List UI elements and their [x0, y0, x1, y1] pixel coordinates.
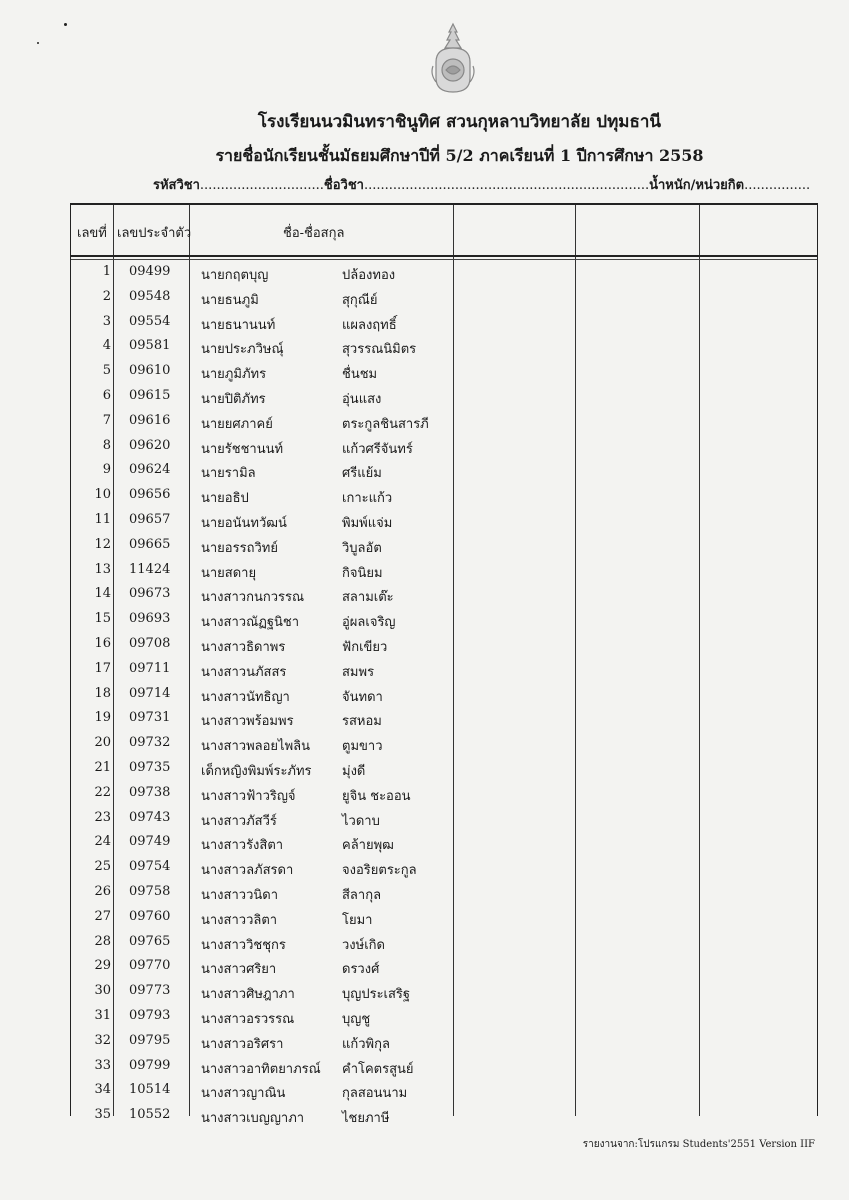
scan-speck: [37, 42, 39, 44]
table-row: [71, 434, 817, 459]
last-name: โยมา: [342, 912, 373, 928]
table-row: [71, 657, 817, 682]
last-name: แก้วพิกุล: [342, 1036, 390, 1052]
subject-name-blank: .....................................................................: [363, 178, 650, 193]
last-name: กิจนิยม: [342, 565, 383, 581]
last-name: ยูจิน ชะออน: [342, 788, 411, 804]
first-name: นายธนภูมิ: [201, 292, 259, 308]
last-name: สุกุณีย์: [342, 292, 378, 308]
row-number: 19: [94, 710, 111, 726]
subject-line: [153, 174, 810, 195]
first-name: นางสาวญาณิน: [201, 1086, 286, 1102]
table-row: [71, 334, 817, 359]
last-name: จงอริยตระกูล: [342, 863, 417, 879]
row-number: 17: [94, 660, 111, 676]
first-name: นางสาวณัฏฐนิชา: [201, 615, 300, 631]
last-name: ไชยภาษี: [342, 1111, 390, 1127]
row-number: 16: [94, 635, 111, 651]
first-name: นายธนานนท์: [201, 317, 276, 333]
last-name: อุ่นแสง: [342, 391, 382, 407]
subject-name-label: ชื่อวิชา: [323, 178, 364, 193]
school-emblem-icon: [428, 22, 478, 94]
table-row: [71, 409, 817, 434]
row-number: 13: [94, 561, 111, 577]
last-name: ตูมขาว: [342, 739, 383, 755]
table-row: [71, 533, 817, 558]
student-id: 09795: [129, 1032, 171, 1048]
row-number: 31: [94, 1007, 111, 1023]
row-number: 26: [94, 883, 111, 899]
last-name: ตระกูลชินสารภี: [342, 416, 429, 432]
row-number: 29: [94, 958, 111, 974]
row-number: 32: [94, 1032, 111, 1048]
student-id: 09708: [129, 635, 171, 651]
row-number: 22: [94, 784, 111, 800]
table-row: [71, 558, 817, 583]
column-header-id: เลขประจำตัว: [117, 226, 192, 241]
table-row: [71, 979, 817, 1004]
last-name: สีลากุล: [342, 887, 382, 903]
student-id: 09656: [129, 487, 171, 503]
row-number: 7: [102, 412, 111, 428]
list-title: รายชื่อนักเรียนชั้นมัธยมศึกษาปีที่ 5/2 ภาคเรียนที่ 1 ปีการศึกษา 2558: [215, 146, 704, 165]
first-name: นายปิติภัทร: [201, 391, 266, 407]
last-name: ศรีแย้ม: [342, 466, 382, 482]
first-name: นางสาวศริยา: [201, 962, 277, 978]
table-row: [71, 384, 817, 409]
row-number: 3: [102, 313, 111, 329]
last-name: จันทดา: [342, 689, 383, 705]
first-name: นายรัชชานนท์: [201, 441, 284, 457]
row-number: 5: [102, 363, 111, 379]
first-name: นายอธิป: [201, 491, 249, 507]
table-row: [71, 830, 817, 855]
table-row: [71, 756, 817, 781]
first-name: นางสาวนภัสสร: [201, 664, 287, 680]
row-number: 4: [102, 338, 111, 354]
row-number: 23: [94, 809, 111, 825]
row-number: 2: [102, 288, 111, 304]
table-row: [71, 1078, 817, 1103]
first-name: นางสาววลิตา: [201, 912, 278, 928]
table-row: [71, 483, 817, 508]
student-id: 09665: [129, 536, 171, 552]
table-body: [71, 260, 817, 1128]
student-id: 09624: [129, 462, 171, 478]
header-rule: [71, 255, 817, 257]
first-name: นายสดายุ: [201, 565, 257, 581]
last-name: แผลงฤทธิ์: [342, 317, 397, 333]
last-name: สลามเต๊ะ: [342, 590, 394, 606]
last-name: ฟักเขียว: [342, 639, 388, 655]
table-row: [71, 310, 817, 335]
last-name: สมพร: [342, 664, 375, 680]
student-id: 09754: [129, 859, 171, 875]
first-name: นายภูมิภัทร: [201, 367, 267, 383]
last-name: วงษ์เกิด: [342, 937, 385, 953]
student-id: 09581: [129, 338, 171, 354]
first-name: นางสาววิชชุกร: [201, 937, 286, 953]
table-row: [71, 285, 817, 310]
first-name: นายรามิล: [201, 466, 256, 482]
scan-speck: [64, 23, 67, 26]
table-row: [71, 930, 817, 955]
row-number: 34: [94, 1082, 111, 1098]
row-number: 15: [94, 611, 111, 627]
last-name: อู่ผลเจริญ: [342, 615, 396, 631]
last-name: รสหอม: [342, 714, 382, 730]
student-id: 09765: [129, 933, 171, 949]
first-name: นางสาวฟ้าวริญจ์: [201, 788, 296, 804]
row-number: 8: [102, 437, 111, 453]
student-id: 09657: [129, 511, 171, 527]
first-name: นางสาวอรวรรณ: [201, 1011, 295, 1027]
row-number: 11: [94, 511, 111, 527]
last-name: แก้วศรีจันทร์: [342, 441, 413, 457]
student-id: 10514: [129, 1082, 171, 1098]
weight-label: น้ำหนัก/หน่วยกิต: [649, 178, 745, 193]
row-number: 21: [94, 759, 111, 775]
last-name: ชื่นชม: [342, 367, 378, 383]
row-number: 10: [94, 487, 111, 503]
row-number: 33: [94, 1057, 111, 1073]
last-name: คำโคตรสูนย์: [342, 1061, 414, 1077]
row-number: 14: [94, 586, 111, 602]
report-source: รายงานจาก:โปรแกรม Students'2551 Version IIF: [582, 1139, 815, 1150]
table-row: [71, 706, 817, 731]
table-row: [71, 1004, 817, 1029]
table-row: [71, 954, 817, 979]
first-name: นายอรรถวิทย์: [201, 540, 278, 556]
last-name: มุ่งดี: [342, 763, 366, 779]
table-row: [71, 508, 817, 533]
column-header-no: เลขที่: [77, 226, 107, 241]
last-name: วิบูลอัต: [342, 540, 382, 556]
weight-blank: ................: [744, 178, 811, 193]
school-name: โรงเรียนนวมินทราชินูทิศ สวนกุหลาบวิทยาลัย ปทุมธานี: [257, 112, 662, 132]
first-name: เด็กหญิงพิมพ์ระภัทร: [201, 763, 312, 779]
student-id: 09758: [129, 883, 171, 899]
first-name: นางสาวเบญญาภา: [201, 1111, 305, 1127]
first-name: นางสาวลภัสรดา: [201, 863, 294, 879]
student-id: 09499: [129, 264, 171, 279]
table-row: [71, 632, 817, 657]
last-name: กุลสอนนาม: [342, 1086, 408, 1102]
first-name: นายประภวิษณุ์: [201, 342, 284, 358]
column-header-name: ชื่อ-ชื่อสกุล: [283, 226, 345, 241]
first-name: นางสาวอาทิตยาภรณ์: [201, 1061, 321, 1077]
student-id: 09760: [129, 908, 171, 924]
row-number: 20: [94, 735, 111, 751]
table-row: [71, 607, 817, 632]
last-name: บุญชู: [342, 1011, 371, 1027]
first-name: นายยศภาคย์: [201, 416, 273, 432]
student-id: 09770: [129, 958, 171, 974]
table-row: [71, 458, 817, 483]
row-number: 18: [94, 685, 111, 701]
table-row: [71, 1054, 817, 1079]
last-name: เกาะแก้ว: [342, 491, 393, 507]
row-number: 25: [94, 859, 111, 875]
table-row: [71, 359, 817, 384]
student-id: 09735: [129, 759, 171, 775]
student-id: 09738: [129, 784, 171, 800]
student-id: 09743: [129, 809, 171, 825]
student-id: 09714: [129, 685, 171, 701]
student-id: 09615: [129, 387, 171, 403]
first-name: นางสาวอริศรา: [201, 1036, 284, 1052]
student-id: 09548: [129, 288, 171, 304]
row-number: 6: [102, 387, 111, 403]
row-number: 35: [94, 1107, 111, 1123]
first-name: นางสาวพร้อมพร: [201, 714, 294, 730]
first-name: นางสาวนัทธิญา: [201, 689, 290, 705]
student-id: 09711: [129, 660, 171, 676]
last-name: พิมพ์แจ่ม: [342, 515, 393, 531]
student-id: 09793: [129, 1007, 171, 1023]
row-number: 12: [94, 536, 111, 552]
student-id: 09610: [129, 363, 171, 379]
student-id: 09731: [129, 710, 171, 726]
last-name: คล้ายพุฒ: [342, 838, 394, 854]
student-id: 10552: [129, 1107, 171, 1123]
row-number: 1: [102, 264, 111, 279]
table-row: [71, 855, 817, 880]
first-name: นายอนันทวัฒน์: [201, 515, 287, 531]
student-id: 09732: [129, 735, 171, 751]
row-number: 28: [94, 933, 111, 949]
first-name: นางสาวธิดาพร: [201, 639, 286, 655]
row-number: 9: [102, 462, 111, 478]
student-id: 09749: [129, 834, 171, 850]
table-row: [71, 1029, 817, 1054]
row-number: 27: [94, 908, 111, 924]
last-name: สุวรรณนิมิตร: [342, 342, 417, 358]
first-name: นางสาวภัสวีร์: [201, 813, 277, 829]
table-row: [71, 582, 817, 607]
student-id: 09616: [129, 412, 171, 428]
first-name: นางสาวพลอยไพลิน: [201, 739, 310, 755]
student-table: [70, 203, 818, 1127]
table-row: [71, 260, 817, 285]
student-id: 09620: [129, 437, 171, 453]
student-id: 09773: [129, 983, 171, 999]
table-row: [71, 781, 817, 806]
last-name: บุญประเสริฐ: [342, 987, 411, 1003]
table-row: [71, 731, 817, 756]
table-row: [71, 905, 817, 930]
table-row: [71, 880, 817, 905]
student-id: 09554: [129, 313, 171, 329]
table-row: [71, 806, 817, 831]
first-name: นางสาวกนกวรรณ: [201, 590, 305, 606]
first-name: นางสาวศิษฎาภา: [201, 987, 295, 1003]
student-id: 09799: [129, 1057, 171, 1073]
table-row: [71, 1103, 817, 1128]
row-number: 24: [94, 834, 111, 850]
table-row: [71, 682, 817, 707]
last-name: ดรวงศ์: [342, 962, 380, 978]
last-name: ปล้องทอง: [342, 268, 396, 283]
last-name: ไวดาบ: [342, 813, 380, 829]
subject-code-label: รหัสวิชา: [153, 178, 200, 193]
first-name: นางสาววนิดา: [201, 887, 278, 903]
student-id: 09673: [129, 586, 171, 602]
first-name: นางสาวรังสิตา: [201, 838, 284, 854]
first-name: นายกฤตบุญ: [201, 268, 269, 283]
student-id: 11424: [129, 561, 171, 577]
row-number: 30: [94, 983, 111, 999]
subject-code-blank: ..............................: [199, 178, 324, 193]
student-id: 09693: [129, 611, 171, 627]
